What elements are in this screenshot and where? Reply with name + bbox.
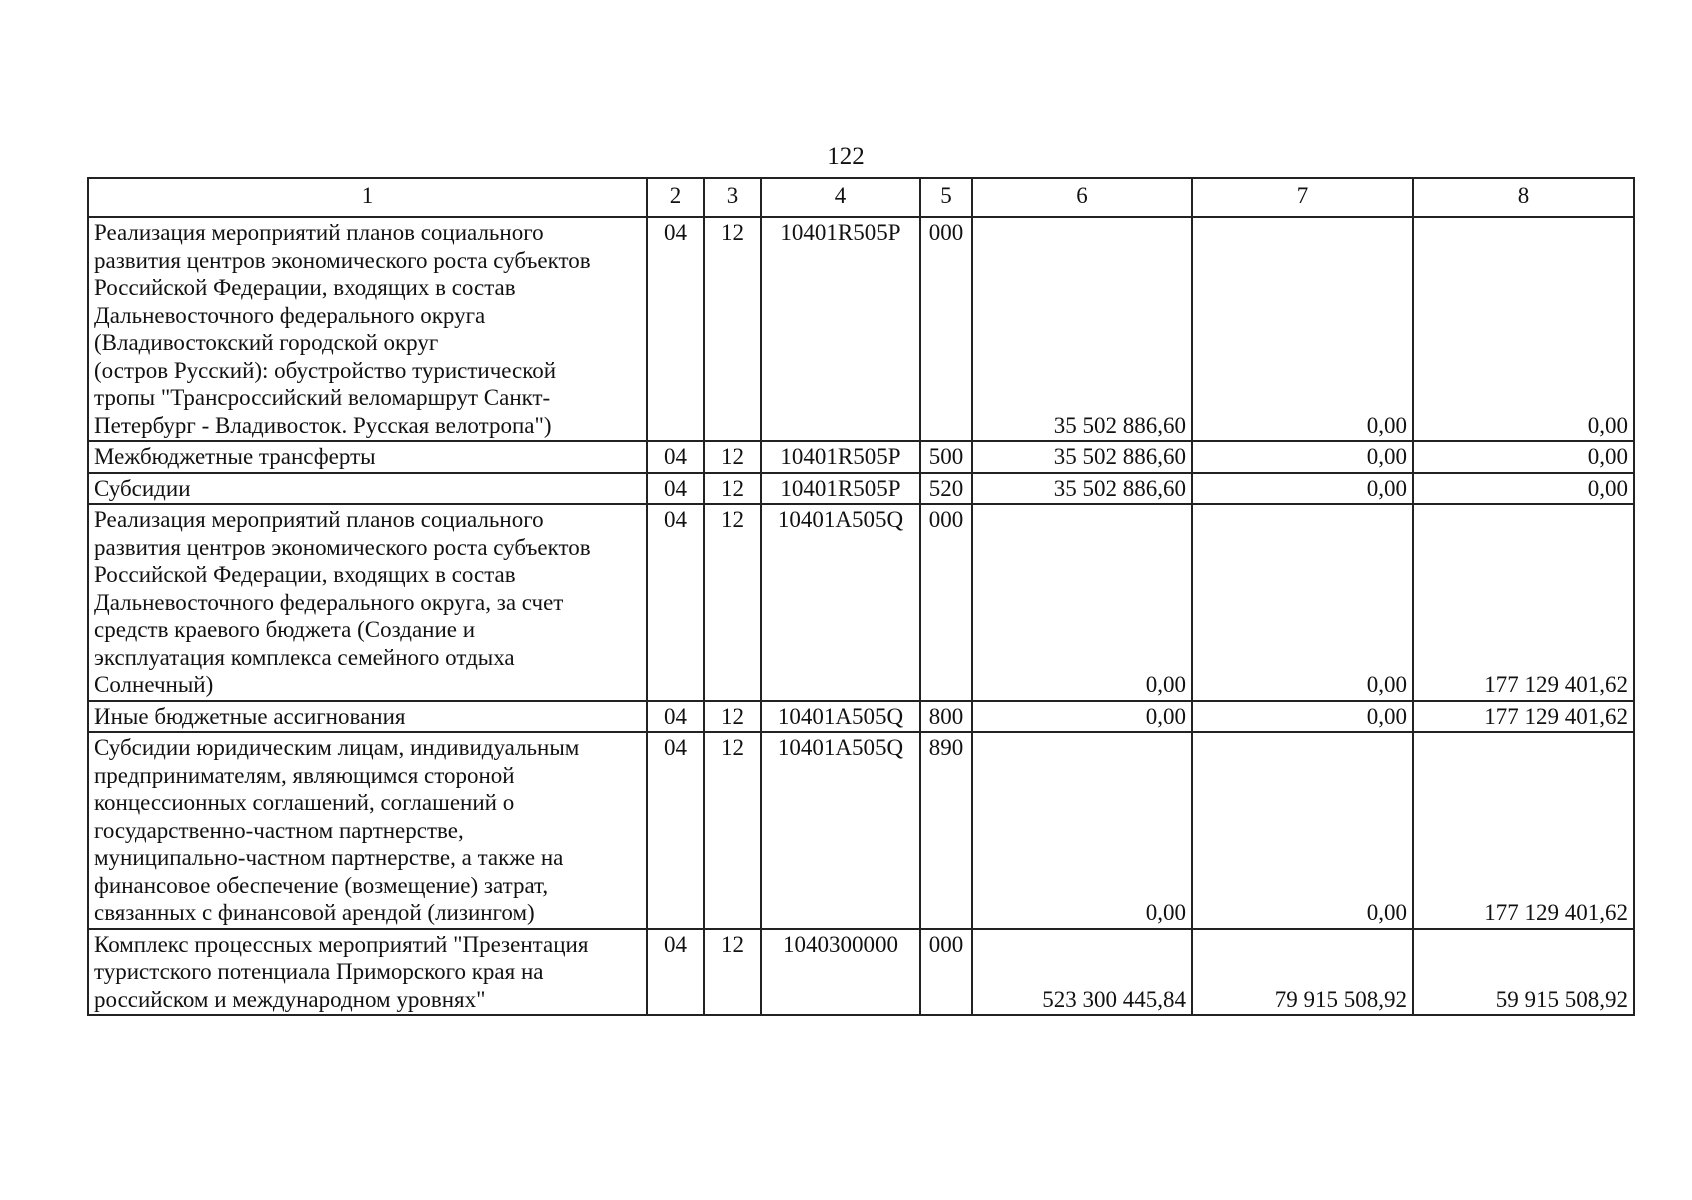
row-name-cell xyxy=(88,217,647,441)
amount-col6: 0,00 xyxy=(972,701,1192,733)
amount-col6: 35 502 886,60 xyxy=(972,441,1192,473)
target-article-code: 10401A505Q xyxy=(761,732,920,929)
table-row xyxy=(88,701,1634,733)
amount-col8: 177 129 401,62 xyxy=(1413,504,1634,701)
amount-col6: 523 300 445,84 xyxy=(972,929,1192,1016)
row-name: Субсидии юридическим лицам, индивидуальным предпринимателям, являющимся стороной концессионных соглашений, соглашений о государственно-частном партнерстве, муниципально-частном партнерстве, а также на финансовое обеспечение (возмещение) затрат, связанных с финансовой арендой (лизингом) xyxy=(94,735,580,925)
subsection-code: 12 xyxy=(704,217,761,441)
page-number: 122 xyxy=(827,143,865,170)
section-code: 04 xyxy=(647,504,704,701)
column-header: 7 xyxy=(1192,178,1413,217)
table-row xyxy=(88,217,1634,441)
expense-type-code: 890 xyxy=(920,732,972,929)
amount-col8: 0,00 xyxy=(1413,473,1634,505)
subsection-code: 12 xyxy=(704,701,761,733)
row-name: Иные бюджетные ассигнования xyxy=(94,703,406,729)
row-name: Субсидии xyxy=(94,475,191,501)
expense-type-code: 000 xyxy=(920,504,972,701)
amount-col8: 177 129 401,62 xyxy=(1413,732,1634,929)
section-code: 04 xyxy=(647,217,704,441)
row-name: Реализация мероприятий планов социального развития центров экономического роста субъектов Российской Федерации, входящих в состав Дальневосточного федерального округа (Владивостокский городской округ (остров Русский): обустройство туристической тропы "Трансроссийский веломаршрут Санкт- Петербург - Владивосток. Русская велотропа") xyxy=(94,220,591,438)
budget-table xyxy=(87,177,1635,1016)
amount-col8: 59 915 508,92 xyxy=(1413,929,1634,1016)
column-header: 3 xyxy=(704,178,761,217)
expense-type-code: 000 xyxy=(920,929,972,1016)
subsection-code: 12 xyxy=(704,732,761,929)
row-name-cell xyxy=(88,441,647,473)
target-article-code: 1040300000 xyxy=(761,929,920,1016)
row-name: Реализация мероприятий планов социального развития центров экономического роста субъектов Российской Федерации, входящих в состав Дальневосточного федерального округа, за счет средств краевого бюджета (Создание и эксплуатация комплекса семейного отдыха Солнечный) xyxy=(94,507,591,697)
section-code: 04 xyxy=(647,732,704,929)
target-article-code: 10401A505Q xyxy=(761,504,920,701)
target-article-code: 10401R505P xyxy=(761,441,920,473)
column-header: 8 xyxy=(1413,178,1634,217)
subsection-code: 12 xyxy=(704,929,761,1016)
expense-type-code: 000 xyxy=(920,217,972,441)
row-name: Комплекс процессных мероприятий "Презентация туристского потенциала Приморского края на российском и международном уровнях" xyxy=(94,931,589,1012)
table-header-row xyxy=(88,178,1634,217)
row-name-cell xyxy=(88,701,647,733)
amount-col7: 0,00 xyxy=(1192,732,1413,929)
column-header: 4 xyxy=(761,178,920,217)
section-code: 04 xyxy=(647,929,704,1016)
amount-col6: 0,00 xyxy=(972,504,1192,701)
table-row xyxy=(88,473,1634,505)
subsection-code: 12 xyxy=(704,441,761,473)
target-article-code: 10401R505P xyxy=(761,217,920,441)
amount-col6: 35 502 886,60 xyxy=(972,217,1192,441)
section-code: 04 xyxy=(647,441,704,473)
expense-type-code: 520 xyxy=(920,473,972,505)
section-code: 04 xyxy=(647,473,704,505)
column-header: 5 xyxy=(920,178,972,217)
table-row xyxy=(88,732,1634,929)
section-code: 04 xyxy=(647,701,704,733)
expense-type-code: 800 xyxy=(920,701,972,733)
amount-col7: 0,00 xyxy=(1192,441,1413,473)
subsection-code: 12 xyxy=(704,504,761,701)
expense-type-code: 500 xyxy=(920,441,972,473)
target-article-code: 10401R505P xyxy=(761,473,920,505)
amount-col8: 177 129 401,62 xyxy=(1413,701,1634,733)
amount-col8: 0,00 xyxy=(1413,441,1634,473)
row-name-cell xyxy=(88,732,647,929)
amount-col7: 0,00 xyxy=(1192,504,1413,701)
amount-col7: 79 915 508,92 xyxy=(1192,929,1413,1016)
column-header: 6 xyxy=(972,178,1192,217)
amount-col7: 0,00 xyxy=(1192,473,1413,505)
table-row xyxy=(88,504,1634,701)
column-header: 1 xyxy=(88,178,647,217)
target-article-code: 10401A505Q xyxy=(761,701,920,733)
amount-col6: 0,00 xyxy=(972,732,1192,929)
row-name: Межбюджетные трансферты xyxy=(94,444,376,469)
amount-col7: 0,00 xyxy=(1192,701,1413,733)
subsection-code: 12 xyxy=(704,473,761,505)
column-header: 2 xyxy=(647,178,704,217)
row-name-cell xyxy=(88,929,647,1016)
table-row xyxy=(88,441,1634,473)
row-name-cell xyxy=(88,504,647,701)
table-row xyxy=(88,929,1634,1016)
row-name-cell xyxy=(88,473,647,505)
amount-col6: 35 502 886,60 xyxy=(972,473,1192,505)
amount-col7: 0,00 xyxy=(1192,217,1413,441)
amount-col8: 0,00 xyxy=(1413,217,1634,441)
